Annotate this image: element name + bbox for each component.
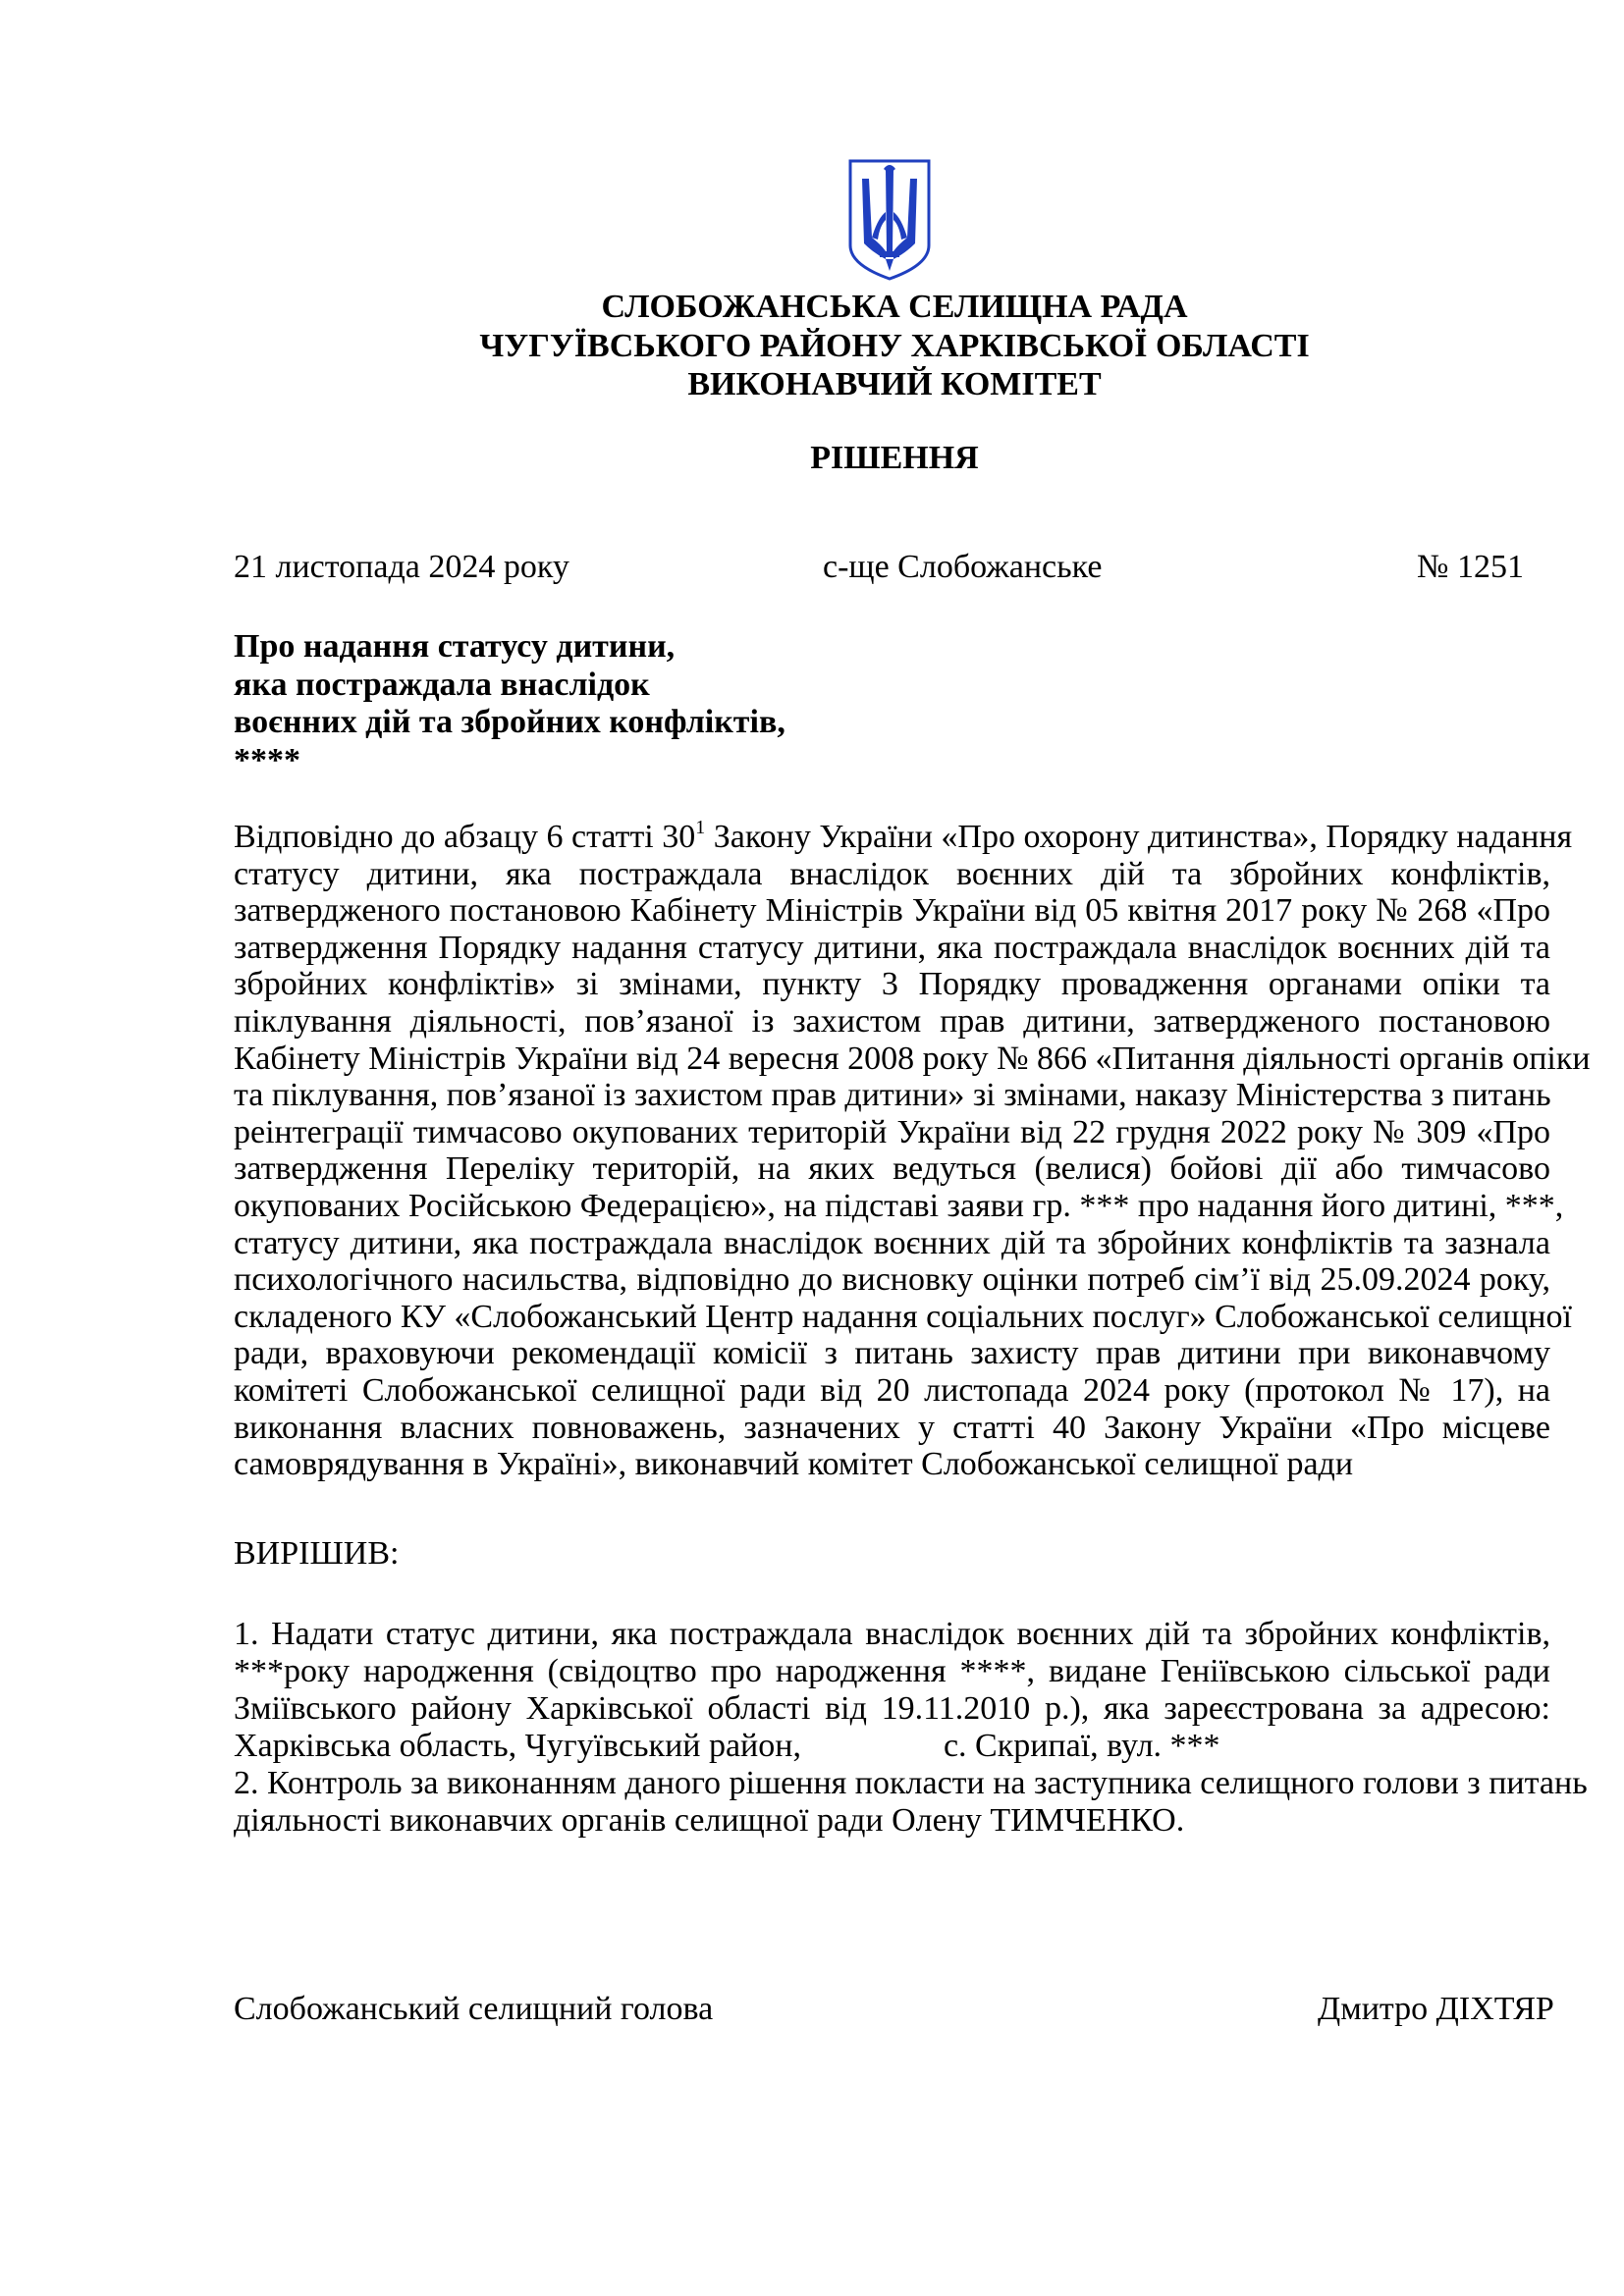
decision-line: Зміївського району Харківської області від 19.11.2010 р.), яка зареєстрована за адресою: [234, 1690, 1550, 1727]
preamble-line: та піклування, пов’язаної із захистом прав дитини» зі змінами, наказу Міністерства з питань [234, 1077, 1551, 1114]
decision-line: ***року народження (свідоцтво про народження ****, видане Геніївською сільської ради [234, 1653, 1550, 1689]
preamble-line: виконання власних повноважень, зазначених у статті 40 Закону України «Про місцеве [234, 1409, 1550, 1446]
preamble-line: піклування діяльності, пов’язаної із захистом прав дитини, затвердженого постановою [234, 1002, 1550, 1040]
preamble-line: статусу дитини, яка постраждала внаслідок воєнних дій та збройних конфліктів та зазнала [234, 1224, 1550, 1261]
decision-subject [234, 628, 785, 779]
signatory-position: Слобожанський селищний голова [234, 1991, 714, 2027]
preamble-line: Кабінету Міністрів України від 24 вересня 2008 року № 866 «Питання діяльності органів опіки [234, 1040, 1591, 1077]
address-region: Харківська область, Чугуївський район, [234, 1728, 801, 1764]
preamble-line: реінтеграції тимчасово окупованих територій України від 22 грудня 2022 року № 309 «Про [234, 1113, 1550, 1150]
preamble-line: затвердження Переліку територій, на яких ведуться (велися) бойові дії або тимчасово [234, 1150, 1550, 1188]
preamble-line: комітеті Слобожанської селищної ради від 20 листопада 2024 року (протокол № 17), на [234, 1371, 1550, 1409]
preamble-line: окупованих Російською Федерацією», на підставі заяви гр. *** про надання його дитині, ***, [234, 1187, 1564, 1224]
subject-line: воєнних дій та збройних конфліктів, [234, 704, 785, 740]
preamble-line: затвердженого постановою Кабінету Міністрів України від 05 квітня 2017 року № 268 «Про [234, 892, 1550, 930]
decision-line: 2. Контроль за виконанням даного рішення покласти на заступника селищного голови з питань [234, 1765, 1588, 1801]
decision-date: 21 листопада 2024 року [234, 549, 569, 585]
district-name: ЧУГУЇВСЬКОГО РАЙОНУ ХАРКІВСЬКОЇ ОБЛАСТІ [479, 328, 1310, 364]
subject-line: **** [234, 741, 300, 778]
subject-line: яка постраждала внаслідок [234, 666, 650, 703]
preamble-line: складеного КУ «Слобожанський Центр надання соціальних послуг» Слобожанської селищної [234, 1298, 1572, 1335]
decision-items [234, 1616, 1588, 1840]
decision-line: діяльності виконавчих органів селищної ради Олену ТИМЧЕНКО. [234, 1802, 1185, 1839]
document-type: РІШЕННЯ [810, 440, 979, 476]
decision-number: № 1251 [1417, 549, 1524, 585]
resolved-label: ВИРІШИВ: [234, 1535, 400, 1572]
preamble-line: збройних конфліктів» зі змінами, пункту 3 Порядку провадження органами опіки та [234, 966, 1550, 1003]
preamble-line: ради, враховуючи рекомендації комісії з питань захисту прав дитини при виконавчому [234, 1335, 1550, 1372]
preamble-line: затвердження Порядку надання статусу дитини, яка постраждала внаслідок воєнних дій та [234, 929, 1550, 966]
decision-line: 1. Надати статус дитини, яка постраждала внаслідок воєнних дій та збройних конфліктів, [234, 1616, 1550, 1652]
coat-of-arms-trident-icon [842, 155, 937, 283]
preamble-line: психологічного насильства, відповідно до висновку оцінки потреб сім’ї від 25.09.2024 року, [234, 1261, 1550, 1299]
decision-place: с-ще Слобожанське [823, 549, 1103, 585]
address-village: с. Скрипаї, вул. *** [943, 1728, 1220, 1764]
preamble-line [234, 817, 1573, 856]
committee-name: ВИКОНАВЧИЙ КОМІТЕТ [687, 366, 1102, 402]
preamble-line: статусу дитини, яка постраждала внаслідок воєнних дій та збройних конфліктів, [234, 855, 1550, 892]
signatory-name: Дмитро ДІХТЯР [1318, 1991, 1554, 2027]
preamble-text: Відповідно до абзацу 6 статті 30 [234, 819, 696, 855]
article-superscript: 1 [695, 817, 706, 838]
preamble-text: Закону України «Про охорону дитинства», Порядку надання [705, 819, 1573, 855]
council-name: СЛОБОЖАНСЬКА СЕЛИЩНА РАДА [601, 289, 1188, 325]
preamble-line: самоврядування в Україні», виконавчий комітет Слобожанської селищної ради [234, 1446, 1354, 1483]
subject-line: Про надання статусу дитини, [234, 628, 676, 665]
preamble-paragraph [234, 817, 1591, 1483]
decision-line [234, 1728, 1550, 1765]
